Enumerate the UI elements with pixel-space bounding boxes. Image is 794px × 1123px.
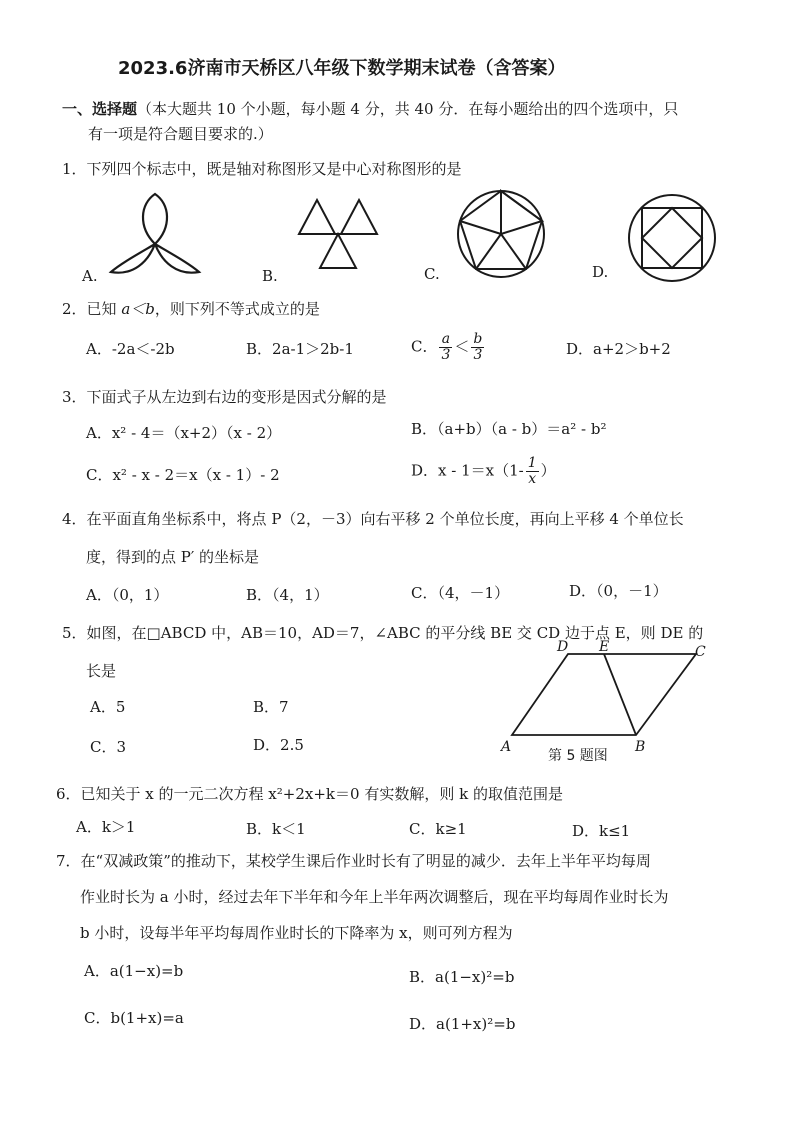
q1-option-b-label: B. [262, 267, 278, 285]
q6-option-d: D．k≤1 [572, 822, 631, 840]
q4-option-a: A．（0，1） [86, 586, 169, 604]
q3-option-b: B．（a+b）（a - b）＝a² - b² [411, 420, 607, 438]
q4-stem-line1: 4．在平面直角坐标系中，将点 P（2，－3）向右平移 2 个单位长度，再向上平移 4 个单位长 [62, 510, 684, 528]
q5-label-c: C [695, 644, 706, 660]
q5-option-c: C．3 [90, 738, 127, 756]
q7-option-b: B．a(1−x)²=b [409, 968, 515, 986]
q2-frac1-den: 3 [441, 347, 451, 363]
q5-parallelogram [512, 654, 696, 735]
q4-option-d: D．（0，－1） [569, 582, 668, 600]
q2-stem-math: a＜b [121, 300, 155, 318]
q1-logo-a-trefoil [108, 192, 203, 277]
q7-option-c: C．b(1+x)=a [84, 1009, 184, 1027]
section-heading: 一、选择题 [62, 100, 138, 118]
q3-stem: 3．下面式子从左边到右边的变形是因式分解的是 [62, 388, 387, 406]
q5-option-b: B．7 [253, 698, 289, 716]
q1-option-c-label: C. [424, 265, 440, 283]
q7-option-d: D．a(1+x)²=b [409, 1015, 516, 1033]
q3-frac-num: 1 [527, 455, 537, 471]
q5-parallelogram-figure [496, 638, 720, 760]
q7-option-a: A．a(1−x)=b [84, 962, 184, 980]
q1-stem: 1．下列四个标志中，既是轴对称图形又是中心对称图形的是 [62, 160, 462, 178]
q5-label-e: E [599, 639, 610, 655]
q5-label-d: D [557, 639, 569, 655]
q5-stem-line1: 5．如图，在□ABCD 中，AB＝10，AD＝7，∠ABC 的平分线 BE 交 CD 边于点 E，则 DE 的 [62, 624, 704, 642]
q7-stem-line2: 作业时长为 a 小时，经过去年下半年和今年上半年两次调整后，现在平均每周作业时长为 [80, 888, 669, 906]
q1-option-a-label: A. [82, 267, 98, 285]
q6-stem: 6．已知关于 x 的一元二次方程 x²+2x+k＝0 有实数解，则 k 的取值范围是 [56, 785, 563, 803]
section-instructions-line1 [62, 99, 678, 119]
q2-fraction-b-over-3 [471, 332, 484, 363]
q2-option-d: D．a+2＞b+2 [566, 340, 671, 358]
q3-fraction-1-over-x [526, 456, 539, 487]
q2-option-c [411, 332, 486, 363]
q2-frac2-num: b [473, 331, 483, 347]
q1-logo-d-circle-squares [626, 192, 718, 284]
q2-stem-suffix: ，则下列不等式成立的是 [154, 300, 320, 318]
q5-option-a: A．5 [90, 698, 126, 716]
q5-option-d: D．2.5 [253, 736, 304, 754]
q2-fraction-a-over-3 [439, 332, 452, 363]
q1-logo-b-triangles [297, 192, 379, 272]
q1-logo-c-circle-pentagon [455, 188, 547, 280]
q2-option-c-label: C． [411, 337, 438, 356]
q3-option-d [411, 456, 556, 487]
q5-stem-line2: 长是 [86, 662, 117, 680]
q6-option-b: B．k＜1 [246, 820, 306, 838]
q4-option-c: C．（4，－1） [411, 584, 510, 602]
q2-frac2-den: 3 [473, 347, 483, 363]
q5-bisector-be [604, 654, 636, 735]
q6-option-a: A．k＞1 [76, 818, 136, 836]
q4-option-b: B．（4，1） [246, 586, 329, 604]
q2-stem [62, 299, 320, 319]
q3-frac-den: x [528, 471, 537, 487]
q2-stem-prefix: 2．已知 [62, 300, 122, 318]
q7-stem-line1: 7．在“双减政策”的推动下，某校学生课后作业时长有了明显的减少．去年上半年平均每周 [56, 852, 651, 870]
q2-option-c-relation: ＜ [454, 337, 470, 356]
q4-stem-line2: 度，得到的点 P′ 的坐标是 [86, 548, 260, 566]
q2-option-b: B．2a-1＞2b-1 [246, 340, 354, 358]
page-title: 2023.6济南市天桥区八年级下数学期末试卷（含答案） [118, 58, 566, 79]
q3-option-a: A．x² - 4＝（x+2）（x - 2） [86, 424, 282, 442]
q2-option-a: A．-2a＜-2b [86, 340, 175, 358]
q5-label-a: A [501, 739, 512, 755]
q6-option-c: C．k≥1 [409, 820, 467, 838]
q7-stem-line3: b 小时，设每半年平均每周作业时长的下降率为 x，则可列方程为 [80, 924, 513, 942]
section-desc-line2: 有一项是符合题目要求的.） [88, 125, 273, 143]
q3-option-d-post: ） [540, 461, 556, 480]
q5-label-b: B [635, 739, 646, 755]
q5-figure-caption: 第 5 题图 [548, 748, 608, 764]
q3-option-c: C．x² - x - 2＝x（x - 1）- 2 [86, 466, 280, 484]
q1-option-d-label: D. [592, 263, 609, 281]
q2-frac1-num: a [439, 332, 452, 348]
section-desc-line1: （本大题共 10 个小题，每小题 4 分，共 40 分．在每小题给出的四个选项中，只 [137, 100, 679, 118]
q3-option-d-pre: D．x - 1＝x（1- [411, 461, 524, 480]
